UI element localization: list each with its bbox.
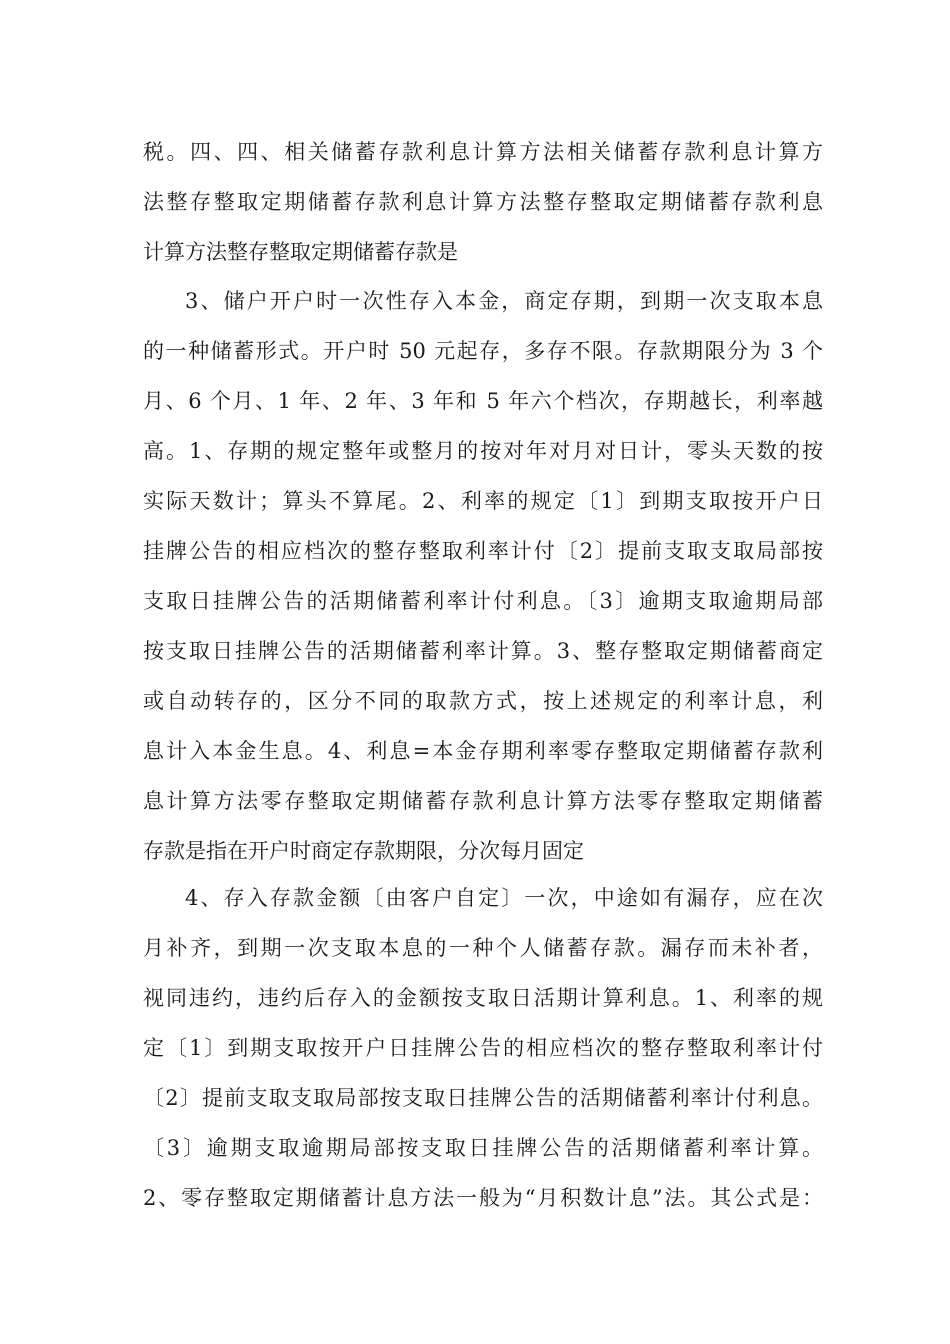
text-line: 存款是指在开户时商定存款期限，分次每月固定 bbox=[143, 839, 584, 863]
text-line: 高。1、存期的规定整年或整月的按对年对月对日计，零头天数的按 bbox=[143, 439, 823, 463]
paragraph-2 bbox=[143, 276, 823, 876]
text-line: 月补齐，到期一次支取本息的一种个人储蓄存款。漏存而未补者， bbox=[143, 936, 823, 960]
text-line: 税。四、四、相关储蓄存款利息计算方法相关储蓄存款利息计算方 bbox=[143, 140, 823, 164]
text-line: 视同违约，违约后存入的金额按支取日活期计算利息。1、利率的规 bbox=[143, 986, 823, 1010]
text-line: 实际天数计；算头不算尾。2、利率的规定〔1〕到期支取按开户日 bbox=[143, 489, 823, 513]
text-line: 4、存入存款金额〔由客户自定〕一次，中途如有漏存，应在次 bbox=[185, 886, 823, 910]
text-line: 息计算方法零存整取定期储蓄存款利息计算方法零存整取定期储蓄 bbox=[143, 789, 823, 813]
text-line: 月、6 个月、1 年、2 年、3 年和 5 年六个档次，存期越长，利率越 bbox=[143, 389, 823, 413]
text-line: 或自动转存的，区分不同的取款方式，按上述规定的利率计息，利 bbox=[143, 689, 823, 713]
paragraph-1 bbox=[143, 127, 823, 277]
text-line: 3、储户开户时一次性存入本金，商定存期，到期一次支取本息 bbox=[185, 289, 823, 313]
text-line: 2、零存整取定期储蓄计息方法一般为“月积数计息”法。其公式是： bbox=[143, 1186, 823, 1210]
text-line: 息计入本金生息。4、利息=本金存期利率零存整取定期储蓄存款利 bbox=[143, 739, 823, 763]
paragraph-3 bbox=[143, 873, 823, 1223]
text-line: 〔2〕提前支取支取局部按支取日挂牌公告的活期储蓄利率计付利息。 bbox=[143, 1086, 823, 1110]
text-line: 支取日挂牌公告的活期储蓄利率计付利息。〔3〕逾期支取逾期局部 bbox=[143, 589, 823, 613]
text-line: 按支取日挂牌公告的活期储蓄利率计算。3、整存整取定期储蓄商定 bbox=[143, 639, 823, 663]
text-line: 法整存整取定期储蓄存款利息计算方法整存整取定期储蓄存款利息 bbox=[143, 190, 823, 214]
text-line: 挂牌公告的相应档次的整存整取利率计付〔2〕提前支取支取局部按 bbox=[143, 539, 823, 563]
text-line: 的一种储蓄形式。开户时 50 元起存，多存不限。存款期限分为 3 个 bbox=[143, 339, 823, 363]
text-line: 计算方法整存整取定期储蓄存款是 bbox=[143, 240, 458, 264]
text-line: 〔3〕逾期支取逾期局部按支取日挂牌公告的活期储蓄利率计算。 bbox=[143, 1136, 823, 1160]
text-line: 定〔1〕到期支取按开户日挂牌公告的相应档次的整存整取利率计付 bbox=[143, 1036, 823, 1060]
